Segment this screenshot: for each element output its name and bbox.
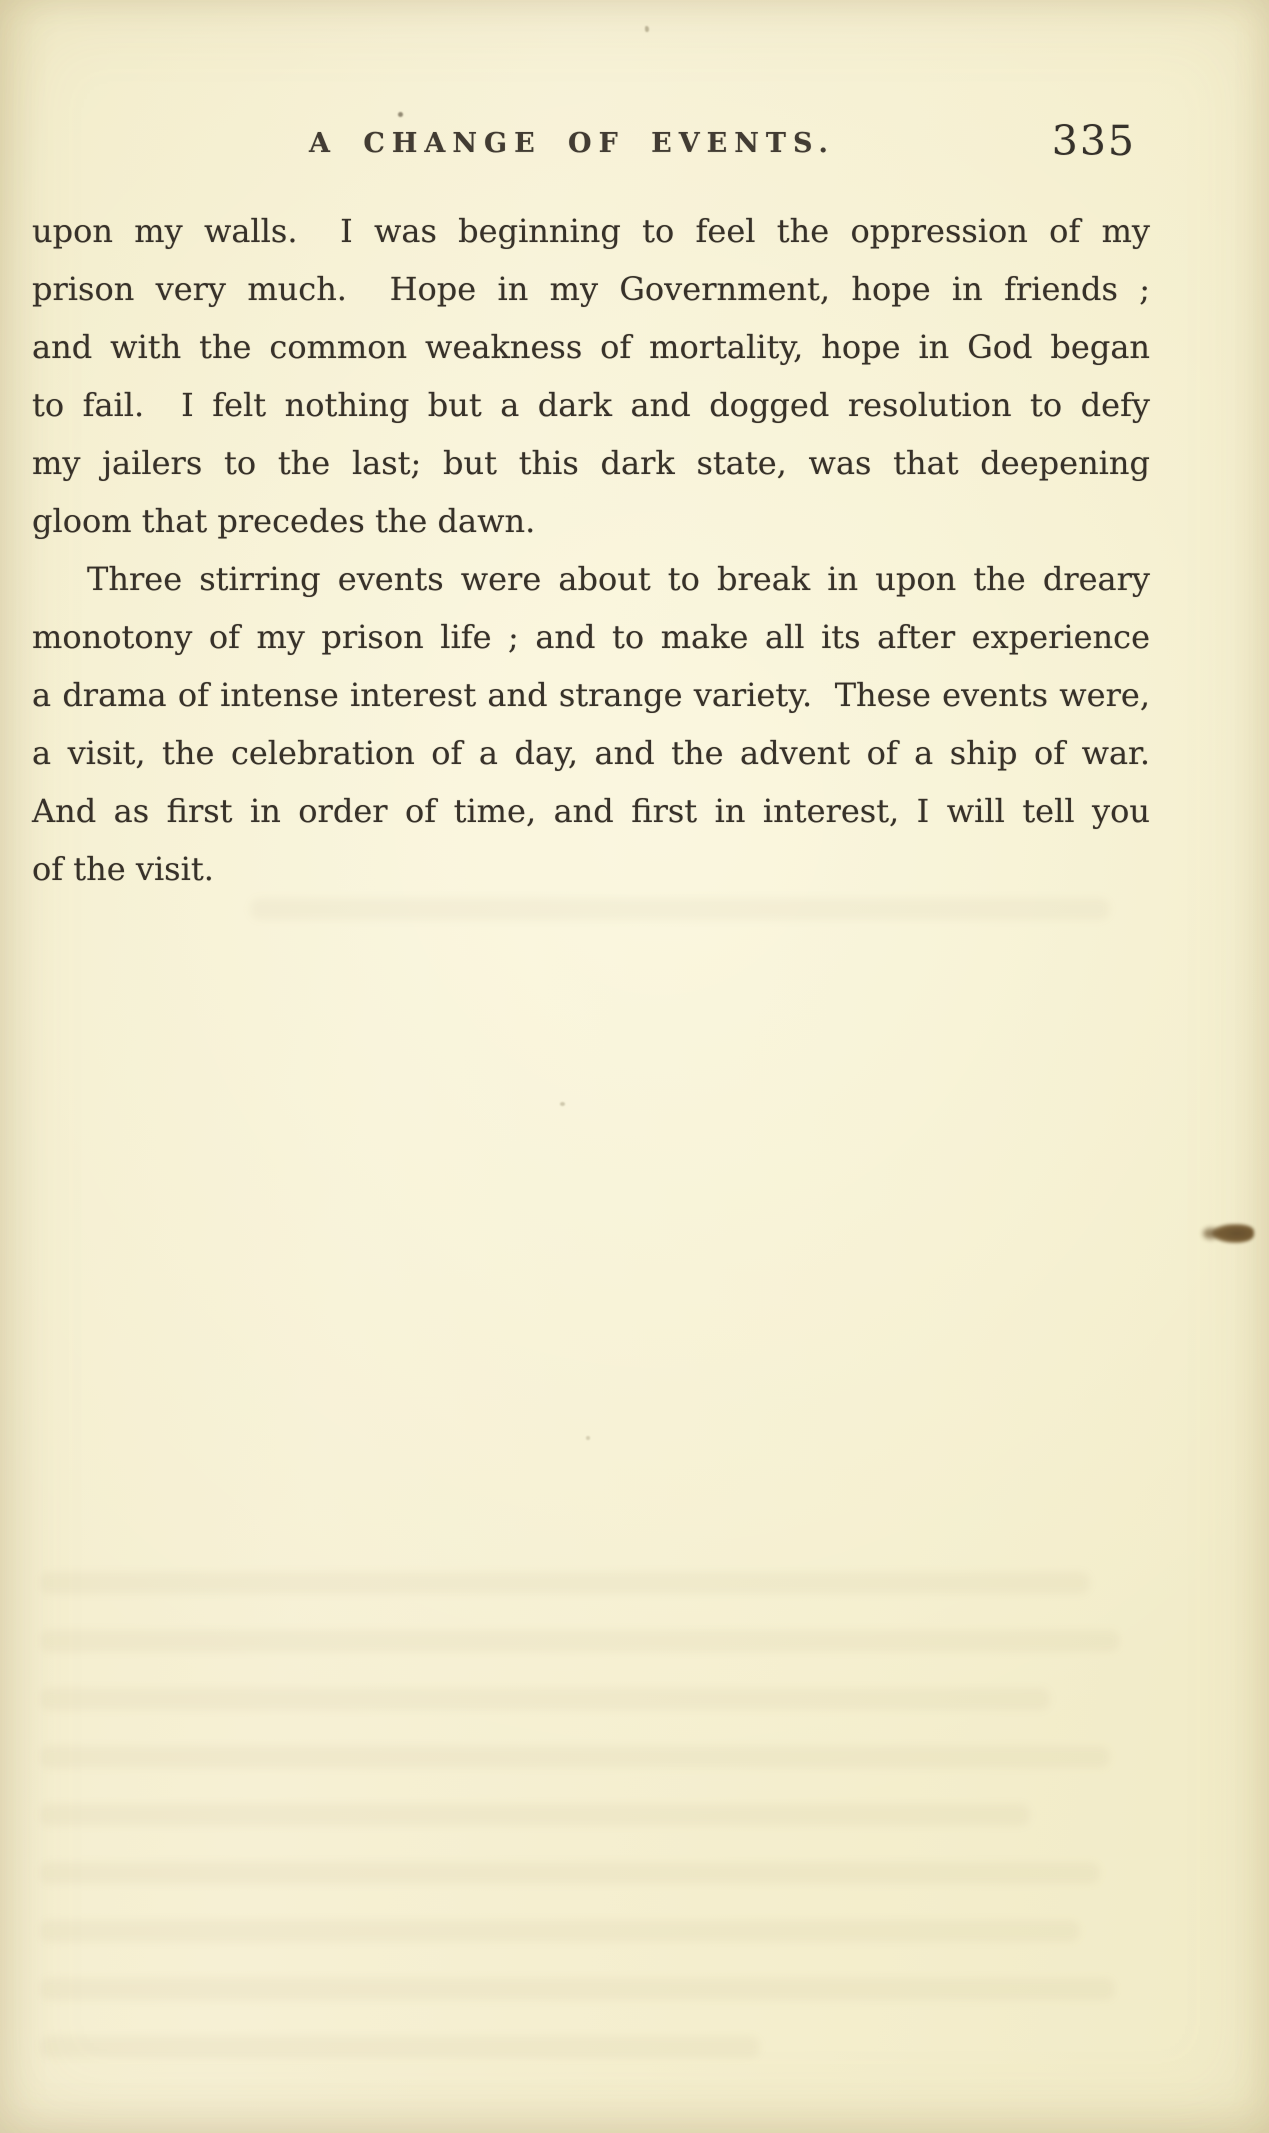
ghost-line [40, 2036, 760, 2058]
ghost-line [40, 1572, 1090, 1594]
ghost-line [40, 1688, 1050, 1710]
paper-speck [645, 26, 649, 32]
ghost-line [40, 1804, 1030, 1826]
paper-speck [586, 1436, 590, 1440]
ghost-line [40, 1920, 1080, 1942]
page-header [32, 0, 1150, 180]
ghost-line [40, 1978, 1115, 2000]
running-title: A CHANGE OF EVENTS. [309, 128, 835, 159]
text-line: and with the common weakness of mortality, hope in God began [32, 328, 1150, 366]
text-line: prison very much. Hope in my Government, hope in friends ; [32, 270, 1150, 308]
text-line: monotony of my prison life ; and to make all its after experience [32, 618, 1150, 656]
text-line: a drama of intense interest and strange variety. These events were, [32, 676, 1150, 714]
text-line: of the visit. [32, 850, 214, 888]
text-line: gloom that precedes the dawn. [32, 502, 536, 540]
text-line: to fail. I felt nothing but a dark and dogged resolution to defy [32, 386, 1150, 424]
text-line: my jailers to the last; but this dark state, was that deepening [32, 444, 1150, 482]
text-line: a visit, the celebration of a day, and the advent of a ship of war. [32, 734, 1150, 772]
text-line: upon my walls. I was beginning to feel the oppression of my [32, 212, 1150, 250]
page-text [32, 202, 1150, 898]
paragraph [32, 202, 1150, 550]
ghost-line [40, 1746, 1110, 1768]
ink-stain [1212, 1224, 1254, 1243]
ghost-line [40, 1630, 1120, 1652]
ghost-line [40, 1862, 1100, 1884]
text-line: Three stirring events were about to break in upon the dreary [87, 560, 1150, 598]
text-line: And as first in order of time, and first in interest, I will tell you [32, 792, 1150, 830]
paragraph [32, 550, 1150, 898]
ghost-line [250, 898, 1110, 920]
page-number: 335 [1051, 117, 1136, 165]
paper-speck [560, 1102, 565, 1106]
paper-speck [398, 112, 403, 117]
